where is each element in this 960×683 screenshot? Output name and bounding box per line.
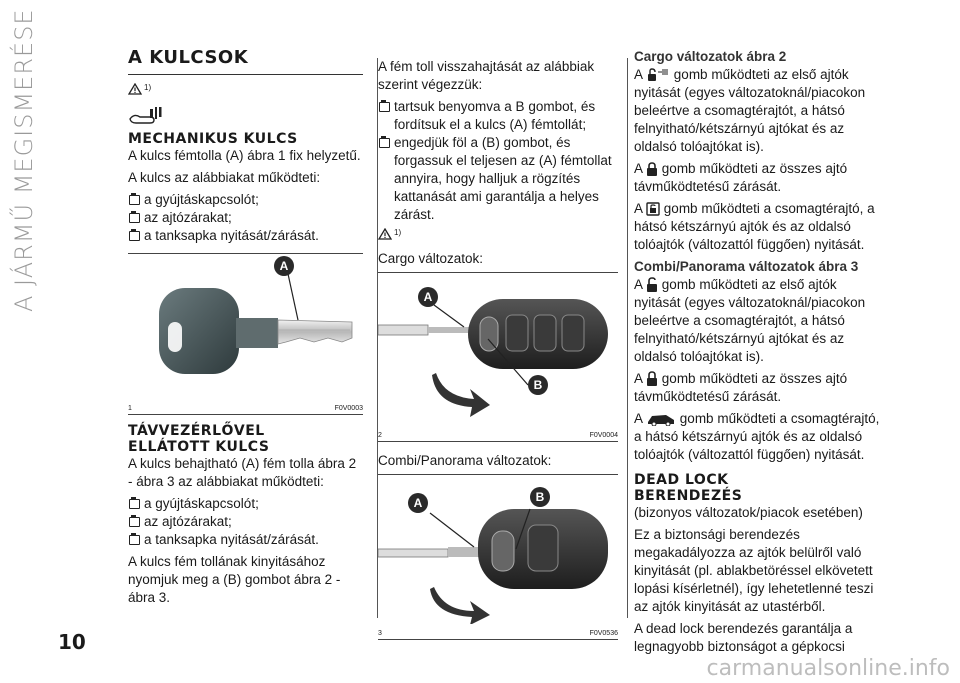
text-fragment: gomb működteti az első ajtók nyitását (egyes változatoknál/piacokon beleértve a csomagtérajtót, a hátsó felnyitható/kétszárnyú ajtókat és az oldalsó tolóajtókat is). [634, 277, 866, 364]
paragraph: (bizonyos változatok/piacok esetében) [634, 505, 863, 520]
remote-key-cargo-illustration [378, 277, 618, 427]
text-fragment: A [634, 201, 643, 216]
dead-lock-heading-line2: BERENDEZÉS [634, 488, 743, 504]
column-2 [378, 58, 618, 640]
text-fragment: A [634, 161, 643, 176]
figure-1 [128, 253, 363, 415]
callout-a-badge: A [418, 287, 438, 307]
paragraph [634, 276, 884, 366]
unlock-key-icon [646, 68, 670, 82]
list-item: a tanksapka nyitását/zárását. [128, 227, 363, 245]
warning-triangle-icon [378, 228, 392, 240]
footer-watermark: carmanualsonline.info [706, 656, 950, 681]
callout-b-badge: B [528, 375, 548, 395]
figure-number: 2 [378, 432, 382, 439]
figure-caption [128, 403, 363, 414]
text-fragment: A [634, 411, 643, 426]
warning-ref-number: 1) [144, 83, 152, 92]
paragraph: A kulcs fém tollának kinyitásához nyomjuk meg a (B) gombot ábra 2 - ábra 3. [128, 554, 341, 605]
paragraph: A kulcs behajtható (A) fém tolla ábra 2 - ábra 3 az alábbiakat működteti: [128, 456, 357, 489]
list-item: tartsuk benyomva a B gombot, és fordítsuk el a kulcs (A) fémtollát; [378, 98, 618, 134]
warning-ref-number: 1) [394, 228, 402, 237]
warning-reference [378, 228, 618, 246]
unlock-icon [646, 277, 658, 293]
list-item: a tanksapka nyitását/zárását. [128, 531, 363, 549]
list-item: engedjük föl a (B) gombot, és forgassuk el teljesen az (A) fémtollat annyira, hogy halljuk a rögzítés kattanását ami garantálja a helyes zárást. [378, 134, 618, 224]
section-side-title: A JÁRMŰ MEGISMERÉSE [10, 8, 38, 312]
rear-door-unlock-icon [646, 202, 660, 216]
remote-key-heading: TÁVVEZÉRLŐVEL [128, 423, 265, 439]
figure-code: F0V0004 [589, 432, 618, 439]
warning-triangle-icon [128, 83, 142, 95]
car-boot-icon [646, 412, 676, 426]
figure-2 [378, 272, 618, 442]
bullet-list [128, 191, 363, 245]
paragraph: A kulcs az alábbiakat működteti: [128, 170, 321, 185]
combi-subheading: Combi/Panorama változatok ábra 3 [634, 259, 859, 274]
paragraph: A fém toll visszahajtását az alábbiak szerint végezzük: [378, 59, 595, 92]
mechanical-key-heading: MECHANIKUS KULCS [128, 131, 298, 147]
figure-code: F0V0003 [334, 405, 363, 412]
figure-caption [378, 430, 618, 441]
remote-key-heading-line2: ELLÁTOTT KULCS [128, 439, 270, 455]
text-fragment: A [634, 371, 643, 386]
figure-3 [378, 474, 618, 640]
text-fragment: gomb működteti az összes ajtó távműködtetésű zárását. [634, 161, 848, 194]
paragraph: A kulcs fémtolla (A) ábra 1 fix helyzetű. [128, 148, 361, 163]
column-1 [128, 48, 363, 611]
combi-versions-label: Combi/Panorama változatok: [378, 453, 552, 468]
paragraph [634, 200, 884, 254]
paragraph [634, 410, 884, 464]
figure-number: 3 [378, 630, 382, 637]
section-heading: A KULCSOK [128, 47, 249, 68]
paragraph [634, 370, 884, 406]
mechanical-key-illustration [128, 260, 363, 400]
warning-reference [128, 83, 363, 101]
figure-caption [378, 628, 618, 639]
cargo-subheading: Cargo változatok ábra 2 [634, 49, 787, 64]
lock-icon [646, 162, 658, 176]
column-3 [634, 48, 884, 660]
text-fragment: gomb működteti az összes ajtó távműködtetésű zárását. [634, 371, 848, 404]
figure-code: F0V0536 [589, 630, 618, 637]
cargo-versions-label: Cargo változatok: [378, 251, 484, 266]
paragraph [634, 160, 884, 196]
list-item: az ajtózárakat; [128, 513, 363, 531]
bullet-list [128, 495, 363, 549]
dead-lock-heading: DEAD LOCK [634, 472, 729, 488]
hand-key-icon [128, 105, 164, 125]
paragraph: Ez a biztonsági berendezés megakadályozza az ajtók belülről való kinyitását (pl. ablakbetöréssel elkövetett lopási kísérletnél), így lehetetlenné teszi az ajtók kinyitását az utastérből. [634, 527, 874, 614]
text-fragment: gomb működteti a csomagtérajtó, a hátsó kétszárnyú ajtók és az oldalsó tolóajtók (változattól függően) nyitását. [634, 411, 880, 462]
callout-a-badge: A [408, 493, 428, 513]
text-fragment: A [634, 277, 643, 292]
callout-b-badge: B [530, 487, 550, 507]
text-fragment: gomb működteti a csomagtérajtó, a hátsó kétszárnyú ajtók és az oldalsó tolóajtók (változattól függően) nyitását. [634, 201, 875, 252]
bullet-list [378, 98, 618, 224]
column-divider [627, 58, 628, 618]
list-item: a gyújtáskapcsolót; [128, 191, 363, 209]
page-number: 10 [58, 630, 86, 654]
text-fragment: A [634, 67, 643, 82]
figure-number: 1 [128, 405, 132, 412]
callout-a-badge: A [274, 256, 294, 276]
paragraph [634, 66, 884, 156]
paragraph: A dead lock berendezés garantálja a legnagyobb biztonságot a gépkocsi [634, 621, 853, 654]
list-item: a gyújtáskapcsolót; [128, 495, 363, 513]
list-item: az ajtózárakat; [128, 209, 363, 227]
text-fragment: gomb működteti az első ajtók nyitását (egyes változatoknál/piacokon beleértve a csomagtérajtót, a hátsó felnyitható/kétszárnyú ajtókat és az oldalsó tolóajtókat is). [634, 67, 866, 154]
lock-icon [646, 371, 658, 387]
heading-rule [128, 74, 363, 75]
